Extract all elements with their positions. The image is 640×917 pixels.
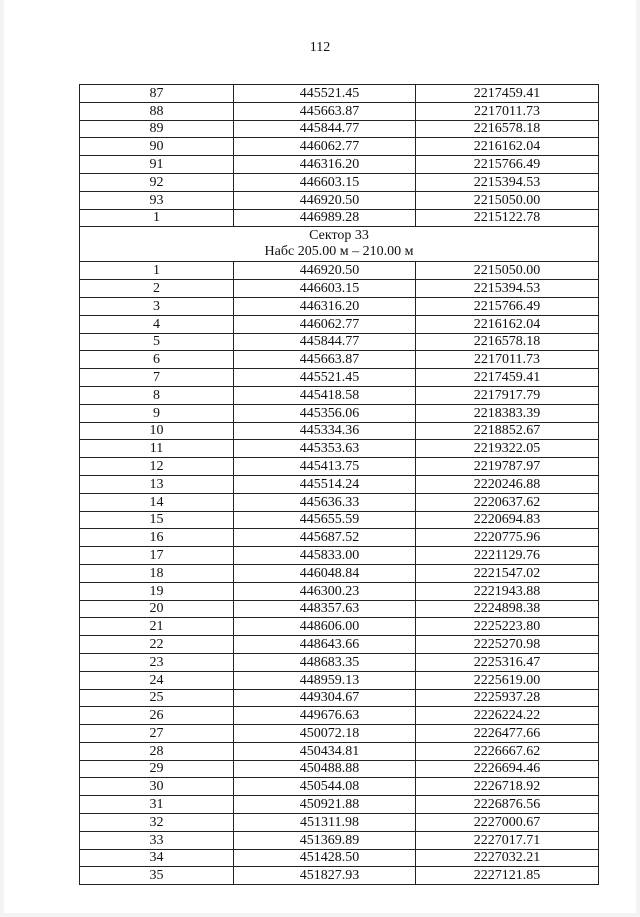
y-coordinate-cell: 2220246.88 (416, 475, 599, 493)
point-number-cell: 88 (80, 102, 234, 120)
point-number-cell: 32 (80, 814, 234, 832)
x-coordinate-cell: 451428.50 (234, 849, 416, 867)
point-number-cell: 30 (80, 778, 234, 796)
table-row (80, 707, 599, 725)
table-row (80, 404, 599, 422)
y-coordinate-cell: 2226694.46 (416, 760, 599, 778)
x-coordinate-cell: 450072.18 (234, 725, 416, 743)
table-row (80, 422, 599, 440)
sector-header-row (80, 227, 599, 262)
x-coordinate-cell: 445844.77 (234, 333, 416, 351)
rows-after (80, 262, 599, 885)
x-coordinate-cell: 445413.75 (234, 458, 416, 476)
point-number-cell: 35 (80, 867, 234, 885)
x-coordinate-cell: 450488.88 (234, 760, 416, 778)
y-coordinate-cell: 2215394.53 (416, 280, 599, 298)
x-coordinate-cell: 446316.20 (234, 156, 416, 174)
table-row (80, 475, 599, 493)
table-row (80, 209, 599, 227)
table-row (80, 386, 599, 404)
table-row (80, 262, 599, 280)
x-coordinate-cell: 446062.77 (234, 315, 416, 333)
x-coordinate-cell: 446603.15 (234, 173, 416, 191)
table-row (80, 671, 599, 689)
table-row (80, 351, 599, 369)
point-number-cell: 33 (80, 831, 234, 849)
point-number-cell: 21 (80, 618, 234, 636)
table-row (80, 760, 599, 778)
point-number-cell: 15 (80, 511, 234, 529)
point-number-cell: 31 (80, 796, 234, 814)
y-coordinate-cell: 2226667.62 (416, 742, 599, 760)
table-row (80, 138, 599, 156)
point-number-cell: 1 (80, 262, 234, 280)
y-coordinate-cell: 2217917.79 (416, 386, 599, 404)
point-number-cell: 4 (80, 315, 234, 333)
point-number-cell: 16 (80, 529, 234, 547)
point-number-cell: 89 (80, 120, 234, 138)
y-coordinate-cell: 2215394.53 (416, 173, 599, 191)
table-row (80, 173, 599, 191)
x-coordinate-cell: 445521.45 (234, 85, 416, 103)
table-row (80, 547, 599, 565)
y-coordinate-cell: 2220775.96 (416, 529, 599, 547)
point-number-cell: 87 (80, 85, 234, 103)
x-coordinate-cell: 450544.08 (234, 778, 416, 796)
x-coordinate-cell: 448683.35 (234, 653, 416, 671)
point-number-cell: 29 (80, 760, 234, 778)
table-row (80, 440, 599, 458)
point-number-cell: 93 (80, 191, 234, 209)
page-number: 112 (309, 40, 331, 55)
x-coordinate-cell: 448357.63 (234, 600, 416, 618)
table-row (80, 689, 599, 707)
point-number-cell: 26 (80, 707, 234, 725)
y-coordinate-cell: 2220694.83 (416, 511, 599, 529)
table-row (80, 814, 599, 832)
y-coordinate-cell: 2225937.28 (416, 689, 599, 707)
x-coordinate-cell: 445521.45 (234, 369, 416, 387)
y-coordinate-cell: 2217459.41 (416, 369, 599, 387)
x-coordinate-cell: 445663.87 (234, 102, 416, 120)
sector-header-group (80, 227, 599, 262)
x-coordinate-cell: 446920.50 (234, 262, 416, 280)
point-number-cell: 20 (80, 600, 234, 618)
table-row (80, 297, 599, 315)
table-row (80, 369, 599, 387)
point-number-cell: 14 (80, 493, 234, 511)
x-coordinate-cell: 445663.87 (234, 351, 416, 369)
y-coordinate-cell: 2215050.00 (416, 191, 599, 209)
point-number-cell: 27 (80, 725, 234, 743)
y-coordinate-cell: 2221547.02 (416, 564, 599, 582)
point-number-cell: 3 (80, 297, 234, 315)
point-number-cell: 19 (80, 582, 234, 600)
point-number-cell: 92 (80, 173, 234, 191)
table-row (80, 333, 599, 351)
y-coordinate-cell: 2215766.49 (416, 297, 599, 315)
table-row (80, 280, 599, 298)
point-number-cell: 25 (80, 689, 234, 707)
table-row (80, 493, 599, 511)
x-coordinate-cell: 446300.23 (234, 582, 416, 600)
x-coordinate-cell: 451311.98 (234, 814, 416, 832)
y-coordinate-cell: 2227017.71 (416, 831, 599, 849)
table-row (80, 191, 599, 209)
x-coordinate-cell: 445353.63 (234, 440, 416, 458)
x-coordinate-cell: 451369.89 (234, 831, 416, 849)
y-coordinate-cell: 2216162.04 (416, 315, 599, 333)
x-coordinate-cell: 446603.15 (234, 280, 416, 298)
table-row (80, 742, 599, 760)
y-coordinate-cell: 2216162.04 (416, 138, 599, 156)
x-coordinate-cell: 448606.00 (234, 618, 416, 636)
x-coordinate-cell: 445356.06 (234, 404, 416, 422)
table-row (80, 796, 599, 814)
point-number-cell: 6 (80, 351, 234, 369)
x-coordinate-cell: 446048.84 (234, 564, 416, 582)
table-row (80, 778, 599, 796)
x-coordinate-cell: 445655.59 (234, 511, 416, 529)
y-coordinate-cell: 2215122.78 (416, 209, 599, 227)
y-coordinate-cell: 2219322.05 (416, 440, 599, 458)
point-number-cell: 91 (80, 156, 234, 174)
point-number-cell: 13 (80, 475, 234, 493)
y-coordinate-cell: 2225223.80 (416, 618, 599, 636)
y-coordinate-cell: 2215766.49 (416, 156, 599, 174)
x-coordinate-cell: 449676.63 (234, 707, 416, 725)
y-coordinate-cell: 2225270.98 (416, 636, 599, 654)
sector-title: Сектор 33 (309, 228, 369, 244)
point-number-cell: 1 (80, 209, 234, 227)
document-page (4, 0, 636, 913)
x-coordinate-cell: 450434.81 (234, 742, 416, 760)
y-coordinate-cell: 2217459.41 (416, 85, 599, 103)
y-coordinate-cell: 2221129.76 (416, 547, 599, 565)
table-row (80, 600, 599, 618)
table-row (80, 315, 599, 333)
sector-height-range: Набс 205.00 м – 210.00 м (264, 244, 414, 260)
y-coordinate-cell: 2225316.47 (416, 653, 599, 671)
x-coordinate-cell: 448959.13 (234, 671, 416, 689)
rows-before (80, 85, 599, 227)
table-row (80, 653, 599, 671)
point-number-cell: 12 (80, 458, 234, 476)
x-coordinate-cell: 445844.77 (234, 120, 416, 138)
point-number-cell: 2 (80, 280, 234, 298)
table-row (80, 529, 599, 547)
y-coordinate-cell: 2227032.21 (416, 849, 599, 867)
x-coordinate-cell: 446989.28 (234, 209, 416, 227)
table-row (80, 511, 599, 529)
x-coordinate-cell: 445687.52 (234, 529, 416, 547)
x-coordinate-cell: 445514.24 (234, 475, 416, 493)
y-coordinate-cell: 2225619.00 (416, 671, 599, 689)
table-row (80, 867, 599, 885)
point-number-cell: 34 (80, 849, 234, 867)
y-coordinate-cell: 2221943.88 (416, 582, 599, 600)
table-row (80, 102, 599, 120)
y-coordinate-cell: 2226224.22 (416, 707, 599, 725)
x-coordinate-cell: 450921.88 (234, 796, 416, 814)
point-number-cell: 11 (80, 440, 234, 458)
y-coordinate-cell: 2219787.97 (416, 458, 599, 476)
y-coordinate-cell: 2218383.39 (416, 404, 599, 422)
point-number-cell: 10 (80, 422, 234, 440)
table-row (80, 564, 599, 582)
point-number-cell: 8 (80, 386, 234, 404)
y-coordinate-cell: 2227000.67 (416, 814, 599, 832)
y-coordinate-cell: 2226718.92 (416, 778, 599, 796)
y-coordinate-cell: 2216578.18 (416, 333, 599, 351)
x-coordinate-cell: 448643.66 (234, 636, 416, 654)
x-coordinate-cell: 446920.50 (234, 191, 416, 209)
y-coordinate-cell: 2226477.66 (416, 725, 599, 743)
point-number-cell: 18 (80, 564, 234, 582)
y-coordinate-cell: 2215050.00 (416, 262, 599, 280)
y-coordinate-cell: 2216578.18 (416, 120, 599, 138)
sector-header-cell (80, 227, 599, 262)
coordinates-table (79, 84, 599, 885)
x-coordinate-cell: 449304.67 (234, 689, 416, 707)
point-number-cell: 23 (80, 653, 234, 671)
y-coordinate-cell: 2226876.56 (416, 796, 599, 814)
point-number-cell: 90 (80, 138, 234, 156)
x-coordinate-cell: 446062.77 (234, 138, 416, 156)
table-row (80, 725, 599, 743)
point-number-cell: 17 (80, 547, 234, 565)
point-number-cell: 9 (80, 404, 234, 422)
point-number-cell: 5 (80, 333, 234, 351)
y-coordinate-cell: 2220637.62 (416, 493, 599, 511)
table-row (80, 458, 599, 476)
table-row (80, 156, 599, 174)
y-coordinate-cell: 2217011.73 (416, 351, 599, 369)
x-coordinate-cell: 445833.00 (234, 547, 416, 565)
point-number-cell: 24 (80, 671, 234, 689)
x-coordinate-cell: 451827.93 (234, 867, 416, 885)
table-row (80, 849, 599, 867)
y-coordinate-cell: 2227121.85 (416, 867, 599, 885)
table-row (80, 618, 599, 636)
y-coordinate-cell: 2224898.38 (416, 600, 599, 618)
point-number-cell: 22 (80, 636, 234, 654)
point-number-cell: 7 (80, 369, 234, 387)
table-row (80, 85, 599, 103)
point-number-cell: 28 (80, 742, 234, 760)
x-coordinate-cell: 446316.20 (234, 297, 416, 315)
x-coordinate-cell: 445636.33 (234, 493, 416, 511)
table-row (80, 831, 599, 849)
table-row (80, 636, 599, 654)
table-row (80, 120, 599, 138)
table-row (80, 582, 599, 600)
x-coordinate-cell: 445334.36 (234, 422, 416, 440)
y-coordinate-cell: 2217011.73 (416, 102, 599, 120)
x-coordinate-cell: 445418.58 (234, 386, 416, 404)
y-coordinate-cell: 2218852.67 (416, 422, 599, 440)
